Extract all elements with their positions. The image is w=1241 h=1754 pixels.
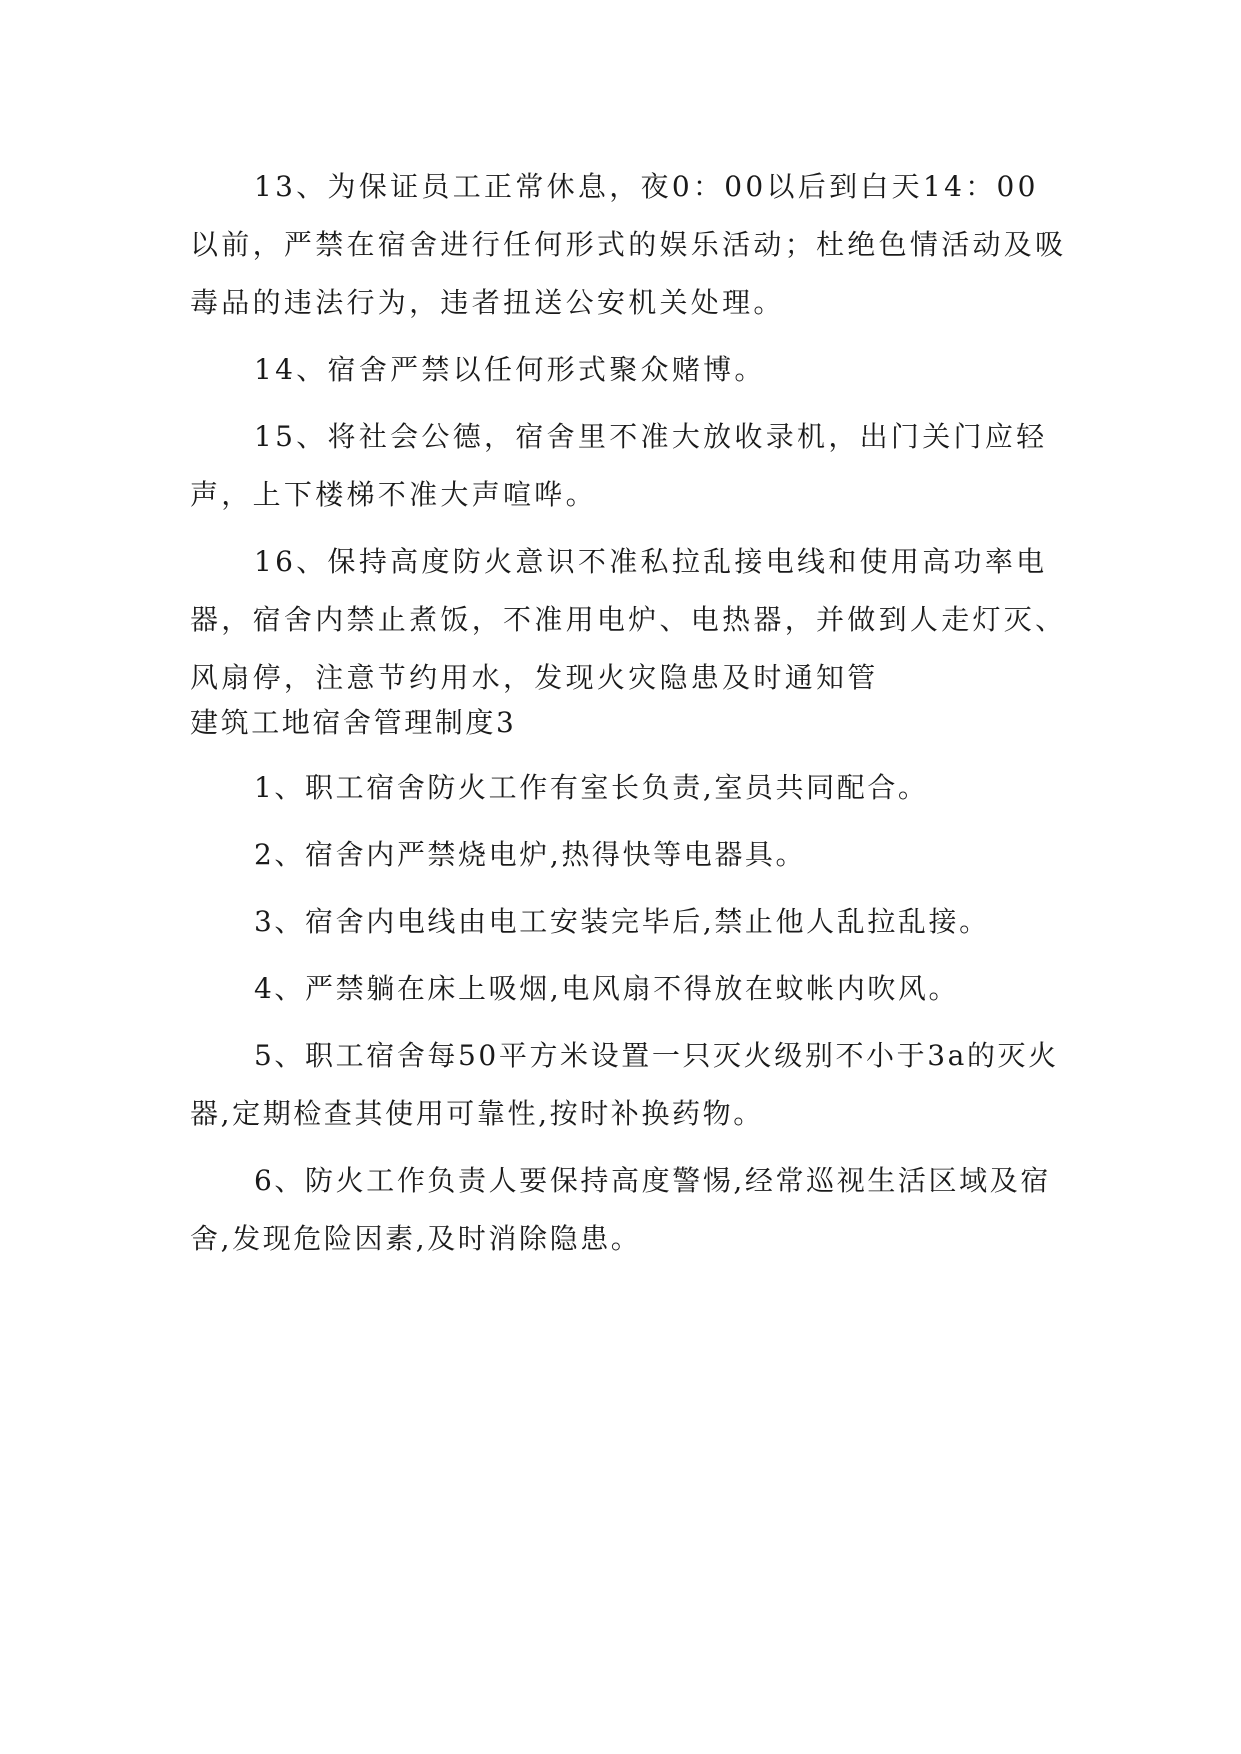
paragraph-fire-rule-5: 5、职工宿舍每50平方米设置一只灭火级别不小于3a的灭火器,定期检查其使用可靠性,按时补换药物。 <box>190 1039 1059 1130</box>
paragraph-fire-rule-6: 6、防火工作负责人要保持高度警惕,经常巡视生活区域及宿舍,发现危险因素,及时消除隐患。 <box>190 1164 1051 1255</box>
paragraph-rule-16: 16、保持高度防火意识不准私拉乱接电线和使用高功率电器，宿舍内禁止煮饭，不准用电炉、电热器，并做到人走灯灭、风扇停，注意节约用水，发现火灾隐患及时通知管 <box>190 545 1067 694</box>
paragraph-rule-13: 13、为保证员工正常休息，夜0：00以后到白天14：00以前，严禁在宿舍进行任何形式的娱乐活动；杜绝色情活动及吸毒品的违法行为，违者扭送公安机关处理。 <box>190 170 1067 319</box>
section-title: 建筑工地宿舍管理制度3 <box>190 706 517 739</box>
paragraph-rule-15: 15、将社会公德，宿舍里不准大放收录机，出门关门应轻声，上下楼梯不准大声喧哗。 <box>190 420 1048 511</box>
paragraph-rule-14: 14、宿舍严禁以任何形式聚众赌博。 <box>254 353 766 386</box>
document-body <box>190 158 1070 1277</box>
paragraph-fire-rule-3: 3、宿舍内电线由电工安装完毕后,禁止他人乱拉乱接。 <box>254 905 990 938</box>
paragraph-fire-rule-4: 4、严禁躺在床上吸烟,电风扇不得放在蚊帐内吹风。 <box>254 972 960 1005</box>
paragraph-fire-rule-2: 2、宿舍内严禁烧电炉,热得快等电器具。 <box>254 838 807 871</box>
paragraph-fire-rule-1: 1、职工宿舍防火工作有室长负责,室员共同配合。 <box>254 771 929 804</box>
